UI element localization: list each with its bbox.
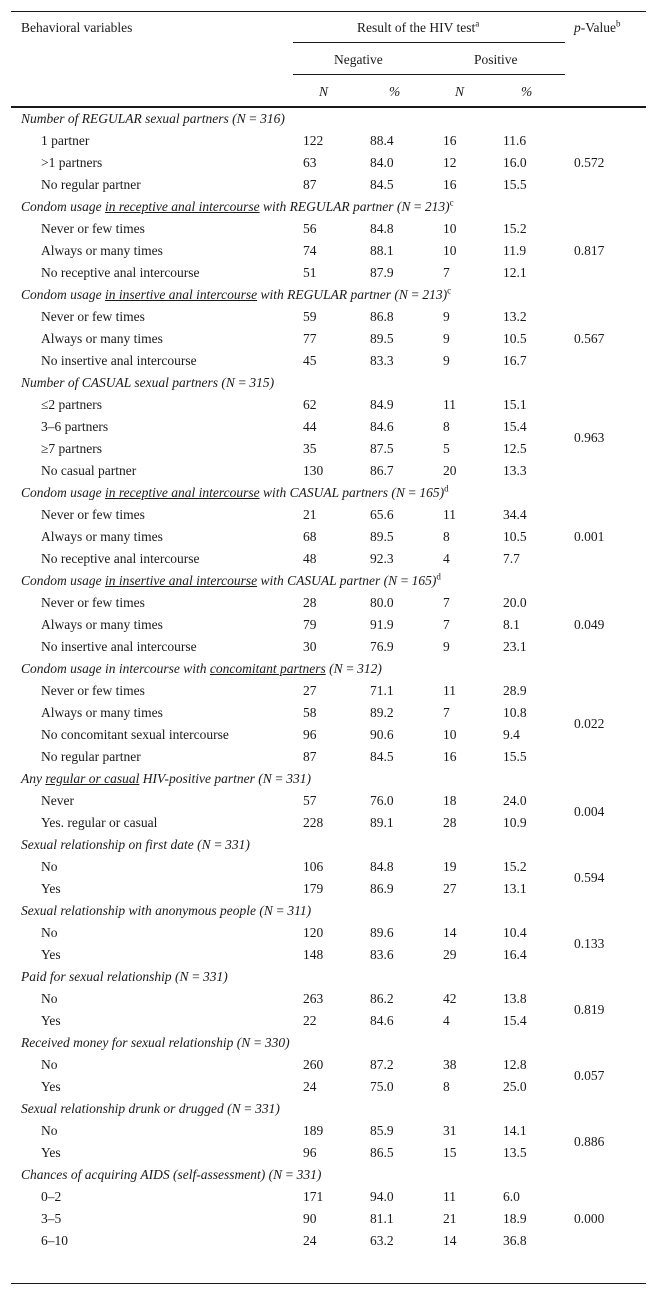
negative-n: 189 bbox=[303, 1123, 324, 1138]
negative-n: 87 bbox=[303, 749, 317, 764]
positive-n: 9 bbox=[443, 331, 450, 346]
positive-pct: 11.9 bbox=[503, 243, 527, 258]
group-title-part: (N = 312) bbox=[325, 661, 382, 676]
positive-pct: 10.5 bbox=[503, 331, 527, 346]
row-label: 3–5 bbox=[41, 1211, 62, 1226]
row-label: Yes bbox=[41, 947, 61, 962]
negative-n: 63 bbox=[303, 155, 317, 170]
positive-n: 16 bbox=[443, 749, 457, 764]
negative-pct: 76.9 bbox=[370, 639, 394, 654]
header-pos-n: N bbox=[455, 84, 465, 99]
positive-n: 28 bbox=[443, 815, 457, 830]
positive-n: 11 bbox=[443, 397, 456, 412]
positive-n: 16 bbox=[443, 133, 457, 148]
group-title-underlined: in receptive anal intercourse bbox=[105, 199, 260, 214]
group-title-part: HIV-positive partner (N = 331) bbox=[139, 771, 311, 786]
negative-pct: 80.0 bbox=[370, 595, 394, 610]
positive-n: 10 bbox=[443, 727, 457, 742]
header-positive: Positive bbox=[474, 52, 518, 67]
header-bottom-rule bbox=[11, 106, 646, 108]
positive-pct: 14.1 bbox=[503, 1123, 527, 1138]
negative-pct: 83.3 bbox=[370, 353, 394, 368]
negative-n: 228 bbox=[303, 815, 324, 830]
group-title-part: Number of REGULAR sexual partners (N = 316) bbox=[21, 111, 285, 126]
positive-n: 8 bbox=[443, 419, 450, 434]
group-title-part: with CASUAL partners (N = 165) bbox=[259, 485, 445, 500]
positive-pct: 16.0 bbox=[503, 155, 527, 170]
negative-pct: 90.6 bbox=[370, 727, 394, 742]
p-value: 0.963 bbox=[574, 430, 605, 445]
p-value: 0.886 bbox=[574, 1134, 605, 1149]
negative-pct: 84.8 bbox=[370, 859, 394, 874]
negative-pct: 65.6 bbox=[370, 507, 394, 522]
row-label: ≤2 partners bbox=[41, 397, 103, 412]
group-title-part: Sexual relationship with anonymous people (N = 311) bbox=[21, 903, 312, 918]
group-title-part: Condom usage bbox=[21, 573, 105, 588]
group-title bbox=[21, 1035, 290, 1051]
group-title-part: Paid for sexual relationship (N = 331) bbox=[21, 969, 228, 984]
negative-pct: 86.2 bbox=[370, 991, 394, 1006]
positive-n: 7 bbox=[443, 617, 450, 632]
positive-pct: 9.4 bbox=[503, 727, 520, 742]
row-label: 0–2 bbox=[41, 1189, 62, 1204]
header-hiv-test-footnote: a bbox=[475, 18, 480, 29]
negative-pct: 89.1 bbox=[370, 815, 394, 830]
negative-n: 130 bbox=[303, 463, 324, 478]
positive-pct: 10.9 bbox=[503, 815, 527, 830]
negative-n: 179 bbox=[303, 881, 324, 896]
group-title-footnote: c bbox=[447, 285, 452, 296]
negative-pct: 84.9 bbox=[370, 397, 394, 412]
positive-n: 12 bbox=[443, 155, 457, 170]
positive-n: 9 bbox=[443, 309, 450, 324]
group-title bbox=[21, 771, 311, 787]
row-label: Yes bbox=[41, 1079, 61, 1094]
negative-n: 74 bbox=[303, 243, 317, 258]
row-label: No receptive anal intercourse bbox=[41, 551, 200, 566]
positive-pct: 13.2 bbox=[503, 309, 527, 324]
negative-pct: 88.4 bbox=[370, 133, 394, 148]
row-label: No insertive anal intercourse bbox=[41, 639, 197, 654]
negative-pct: 83.6 bbox=[370, 947, 394, 962]
top-rule bbox=[11, 11, 646, 12]
positive-pct: 16.4 bbox=[503, 947, 527, 962]
positive-n: 14 bbox=[443, 1233, 457, 1248]
row-label: Never or few times bbox=[41, 507, 145, 522]
row-label: No regular partner bbox=[41, 749, 141, 764]
negative-pct: 87.9 bbox=[370, 265, 394, 280]
negative-n: 57 bbox=[303, 793, 317, 808]
negative-n: 62 bbox=[303, 397, 317, 412]
positive-n: 18 bbox=[443, 793, 457, 808]
group-title-part: Any bbox=[21, 771, 46, 786]
negative-n: 68 bbox=[303, 529, 317, 544]
p-value: 0.004 bbox=[574, 804, 605, 819]
positive-pct: 28.9 bbox=[503, 683, 527, 698]
negative-pct: 94.0 bbox=[370, 1189, 394, 1204]
negative-pct: 92.3 bbox=[370, 551, 394, 566]
row-label: 3–6 partners bbox=[41, 419, 109, 434]
group-title-footnote: d bbox=[444, 483, 449, 494]
row-label: >1 partners bbox=[41, 155, 103, 170]
positive-n: 10 bbox=[443, 221, 457, 236]
positive-pct: 13.8 bbox=[503, 991, 527, 1006]
header-neg-pct: % bbox=[389, 84, 401, 99]
negative-pct: 89.2 bbox=[370, 705, 394, 720]
negative-n: 59 bbox=[303, 309, 317, 324]
positive-n: 11 bbox=[443, 507, 456, 522]
group-title-part: Condom usage bbox=[21, 287, 105, 302]
negative-n: 30 bbox=[303, 639, 317, 654]
positive-n: 11 bbox=[443, 1189, 456, 1204]
positive-pct: 36.8 bbox=[503, 1233, 527, 1248]
row-label: No insertive anal intercourse bbox=[41, 353, 197, 368]
negative-pct: 63.2 bbox=[370, 1233, 394, 1248]
group-title bbox=[21, 969, 228, 985]
group-title-part: with CASUAL partner (N = 165) bbox=[257, 573, 437, 588]
row-label: ≥7 partners bbox=[41, 441, 103, 456]
negative-pct: 84.6 bbox=[370, 1013, 394, 1028]
negative-n: 96 bbox=[303, 727, 317, 742]
positive-pct: 6.0 bbox=[503, 1189, 520, 1204]
row-label: Yes bbox=[41, 1013, 61, 1028]
p-value: 0.817 bbox=[574, 243, 605, 258]
negative-pct: 91.9 bbox=[370, 617, 394, 632]
row-label: Never or few times bbox=[41, 683, 145, 698]
negative-pct: 89.5 bbox=[370, 529, 394, 544]
p-value: 0.133 bbox=[574, 936, 605, 951]
negative-pct: 89.6 bbox=[370, 925, 394, 940]
row-label: Never or few times bbox=[41, 595, 145, 610]
positive-pct: 13.5 bbox=[503, 1145, 527, 1160]
row-label: Never bbox=[41, 793, 74, 808]
negative-n: 22 bbox=[303, 1013, 317, 1028]
negative-pct: 84.6 bbox=[370, 419, 394, 434]
positive-n: 4 bbox=[443, 1013, 450, 1028]
row-label: No bbox=[41, 925, 58, 940]
row-label: No receptive anal intercourse bbox=[41, 265, 200, 280]
negative-n: 21 bbox=[303, 507, 317, 522]
row-label: 1 partner bbox=[41, 133, 90, 148]
negative-n: 48 bbox=[303, 551, 317, 566]
negative-n: 56 bbox=[303, 221, 317, 236]
negative-n: 148 bbox=[303, 947, 324, 962]
header-hiv-test-label: Result of the HIV test bbox=[357, 20, 476, 35]
positive-n: 31 bbox=[443, 1123, 457, 1138]
positive-n: 42 bbox=[443, 991, 457, 1006]
negative-pct: 89.5 bbox=[370, 331, 394, 346]
p-value: 0.057 bbox=[574, 1068, 605, 1083]
group-title-part: Condom usage bbox=[21, 199, 105, 214]
group-title bbox=[21, 111, 285, 127]
header-neg-n: N bbox=[319, 84, 329, 99]
negative-n: 77 bbox=[303, 331, 317, 346]
positive-pct: 15.4 bbox=[503, 1013, 527, 1028]
p-value: 0.819 bbox=[574, 1002, 605, 1017]
positive-pct: 13.3 bbox=[503, 463, 527, 478]
row-label: Always or many times bbox=[41, 243, 163, 258]
negative-pct: 84.0 bbox=[370, 155, 394, 170]
negative-n: 263 bbox=[303, 991, 324, 1006]
row-label: Never or few times bbox=[41, 309, 145, 324]
p-value: 0.000 bbox=[574, 1211, 605, 1226]
group-title-part: Chances of acquiring AIDS (self-assessment) (N = 331) bbox=[21, 1167, 322, 1182]
negative-n: 28 bbox=[303, 595, 317, 610]
row-label: Always or many times bbox=[41, 331, 163, 346]
positive-n: 38 bbox=[443, 1057, 457, 1072]
positive-pct: 15.1 bbox=[503, 397, 527, 412]
header-negative: Negative bbox=[334, 52, 383, 67]
group-title-underlined: in receptive anal intercourse bbox=[105, 485, 260, 500]
negative-pct: 86.9 bbox=[370, 881, 394, 896]
positive-pct: 18.9 bbox=[503, 1211, 527, 1226]
negative-n: 24 bbox=[303, 1079, 317, 1094]
group-title bbox=[21, 573, 441, 589]
p-value: 0.001 bbox=[574, 529, 605, 544]
header-behavioral-variables: Behavioral variables bbox=[21, 20, 133, 35]
positive-n: 20 bbox=[443, 463, 457, 478]
group-title-part: with REGULAR partner (N = 213) bbox=[257, 287, 448, 302]
group-title-part: Condom usage in intercourse with bbox=[21, 661, 210, 676]
positive-n: 10 bbox=[443, 243, 457, 258]
positive-pct: 12.8 bbox=[503, 1057, 527, 1072]
group-title-underlined: in insertive anal intercourse bbox=[105, 573, 258, 588]
p-value: 0.572 bbox=[574, 155, 605, 170]
header-p-italic: p bbox=[574, 20, 581, 35]
group-title-footnote: c bbox=[449, 197, 454, 208]
positive-pct: 12.1 bbox=[503, 265, 527, 280]
header-p-footnote: b bbox=[615, 18, 621, 29]
row-label: 6–10 bbox=[41, 1233, 68, 1248]
positive-pct: 34.4 bbox=[503, 507, 527, 522]
negative-n: 45 bbox=[303, 353, 317, 368]
group-title-part: with REGULAR partner (N = 213) bbox=[259, 199, 450, 214]
group-title-part: Sexual relationship drunk or drugged (N = 331) bbox=[21, 1101, 280, 1116]
group-title-part: Received money for sexual relationship (N = 330) bbox=[21, 1035, 290, 1050]
positive-n: 29 bbox=[443, 947, 457, 962]
positive-pct: 15.5 bbox=[503, 749, 527, 764]
positive-n: 4 bbox=[443, 551, 450, 566]
positive-pct: 7.7 bbox=[503, 551, 520, 566]
negative-n: 51 bbox=[303, 265, 317, 280]
group-title bbox=[21, 837, 250, 853]
negative-n: 90 bbox=[303, 1211, 317, 1226]
positive-pct: 23.1 bbox=[503, 639, 527, 654]
row-label: Never or few times bbox=[41, 221, 145, 236]
positive-pct: 10.8 bbox=[503, 705, 527, 720]
negative-n: 87 bbox=[303, 177, 317, 192]
negative-n: 260 bbox=[303, 1057, 324, 1072]
negative-n: 171 bbox=[303, 1189, 324, 1204]
row-label: No concomitant sexual intercourse bbox=[41, 727, 229, 742]
positive-pct: 16.7 bbox=[503, 353, 527, 368]
negative-pct: 86.7 bbox=[370, 463, 394, 478]
positive-pct: 10.4 bbox=[503, 925, 527, 940]
positive-pct: 11.6 bbox=[503, 133, 527, 148]
negative-pct: 76.0 bbox=[370, 793, 394, 808]
row-label: Yes bbox=[41, 1145, 61, 1160]
negative-pct: 75.0 bbox=[370, 1079, 394, 1094]
positive-n: 19 bbox=[443, 859, 457, 874]
group-title-part: Condom usage bbox=[21, 485, 105, 500]
group-title-underlined: concomitant partners bbox=[209, 661, 326, 676]
positive-n: 8 bbox=[443, 1079, 450, 1094]
positive-pct: 15.5 bbox=[503, 177, 527, 192]
negative-pct: 81.1 bbox=[370, 1211, 394, 1226]
negative-pct: 86.8 bbox=[370, 309, 394, 324]
positive-pct: 15.4 bbox=[503, 419, 527, 434]
subgroup-underline bbox=[293, 74, 565, 75]
header-hiv-test-result bbox=[357, 20, 479, 36]
negative-n: 106 bbox=[303, 859, 324, 874]
header-p-value bbox=[574, 20, 620, 36]
negative-n: 27 bbox=[303, 683, 317, 698]
negative-n: 44 bbox=[303, 419, 317, 434]
positive-n: 9 bbox=[443, 353, 450, 368]
negative-pct: 87.5 bbox=[370, 441, 394, 456]
positive-pct: 20.0 bbox=[503, 595, 527, 610]
negative-n: 120 bbox=[303, 925, 324, 940]
row-label: No bbox=[41, 991, 58, 1006]
positive-pct: 24.0 bbox=[503, 793, 527, 808]
p-value: 0.022 bbox=[574, 716, 605, 731]
row-label: Yes. regular or casual bbox=[41, 815, 158, 830]
positive-pct: 8.1 bbox=[503, 617, 520, 632]
negative-n: 79 bbox=[303, 617, 317, 632]
group-title bbox=[21, 199, 454, 215]
group-title-underlined: regular or casual bbox=[45, 771, 140, 786]
positive-pct: 25.0 bbox=[503, 1079, 527, 1094]
group-title bbox=[21, 1101, 280, 1117]
p-value: 0.567 bbox=[574, 331, 605, 346]
group-title bbox=[21, 903, 311, 919]
negative-n: 58 bbox=[303, 705, 317, 720]
positive-pct: 13.1 bbox=[503, 881, 527, 896]
row-label: No bbox=[41, 1123, 58, 1138]
row-label: Always or many times bbox=[41, 705, 163, 720]
group-title bbox=[21, 375, 274, 391]
positive-n: 15 bbox=[443, 1145, 457, 1160]
negative-n: 35 bbox=[303, 441, 317, 456]
negative-n: 122 bbox=[303, 133, 324, 148]
group-title bbox=[21, 661, 382, 677]
positive-n: 16 bbox=[443, 177, 457, 192]
row-label: No regular partner bbox=[41, 177, 141, 192]
positive-pct: 15.2 bbox=[503, 221, 527, 236]
row-label: Always or many times bbox=[41, 617, 163, 632]
positive-n: 27 bbox=[443, 881, 457, 896]
negative-n: 96 bbox=[303, 1145, 317, 1160]
positive-n: 9 bbox=[443, 639, 450, 654]
group-title-part: Number of CASUAL sexual partners (N = 315) bbox=[21, 375, 275, 390]
header-pos-pct: % bbox=[521, 84, 533, 99]
result-underline bbox=[293, 42, 565, 43]
positive-pct: 15.2 bbox=[503, 859, 527, 874]
row-label: No casual partner bbox=[41, 463, 137, 478]
p-value: 0.049 bbox=[574, 617, 605, 632]
positive-pct: 12.5 bbox=[503, 441, 527, 456]
negative-n: 24 bbox=[303, 1233, 317, 1248]
group-title-part: Sexual relationship on first date (N = 331) bbox=[21, 837, 250, 852]
p-value: 0.594 bbox=[574, 870, 605, 885]
row-label: No bbox=[41, 859, 58, 874]
positive-n: 7 bbox=[443, 595, 450, 610]
group-title-footnote: d bbox=[436, 571, 441, 582]
row-label: No bbox=[41, 1057, 58, 1072]
positive-n: 8 bbox=[443, 529, 450, 544]
bottom-rule bbox=[11, 1283, 646, 1284]
header-p-rest: -Value bbox=[580, 20, 616, 35]
positive-n: 11 bbox=[443, 683, 456, 698]
group-title bbox=[21, 287, 451, 303]
group-title-underlined: in insertive anal intercourse bbox=[105, 287, 258, 302]
negative-pct: 71.1 bbox=[370, 683, 394, 698]
positive-pct: 10.5 bbox=[503, 529, 527, 544]
row-label: Always or many times bbox=[41, 529, 163, 544]
positive-n: 7 bbox=[443, 705, 450, 720]
negative-pct: 84.8 bbox=[370, 221, 394, 236]
negative-pct: 87.2 bbox=[370, 1057, 394, 1072]
group-title bbox=[21, 485, 449, 501]
positive-n: 5 bbox=[443, 441, 450, 456]
positive-n: 21 bbox=[443, 1211, 457, 1226]
row-label: Yes bbox=[41, 881, 61, 896]
positive-n: 14 bbox=[443, 925, 457, 940]
negative-pct: 84.5 bbox=[370, 177, 394, 192]
group-title bbox=[21, 1167, 321, 1183]
negative-pct: 86.5 bbox=[370, 1145, 394, 1160]
negative-pct: 85.9 bbox=[370, 1123, 394, 1138]
negative-pct: 84.5 bbox=[370, 749, 394, 764]
negative-pct: 88.1 bbox=[370, 243, 394, 258]
positive-n: 7 bbox=[443, 265, 450, 280]
